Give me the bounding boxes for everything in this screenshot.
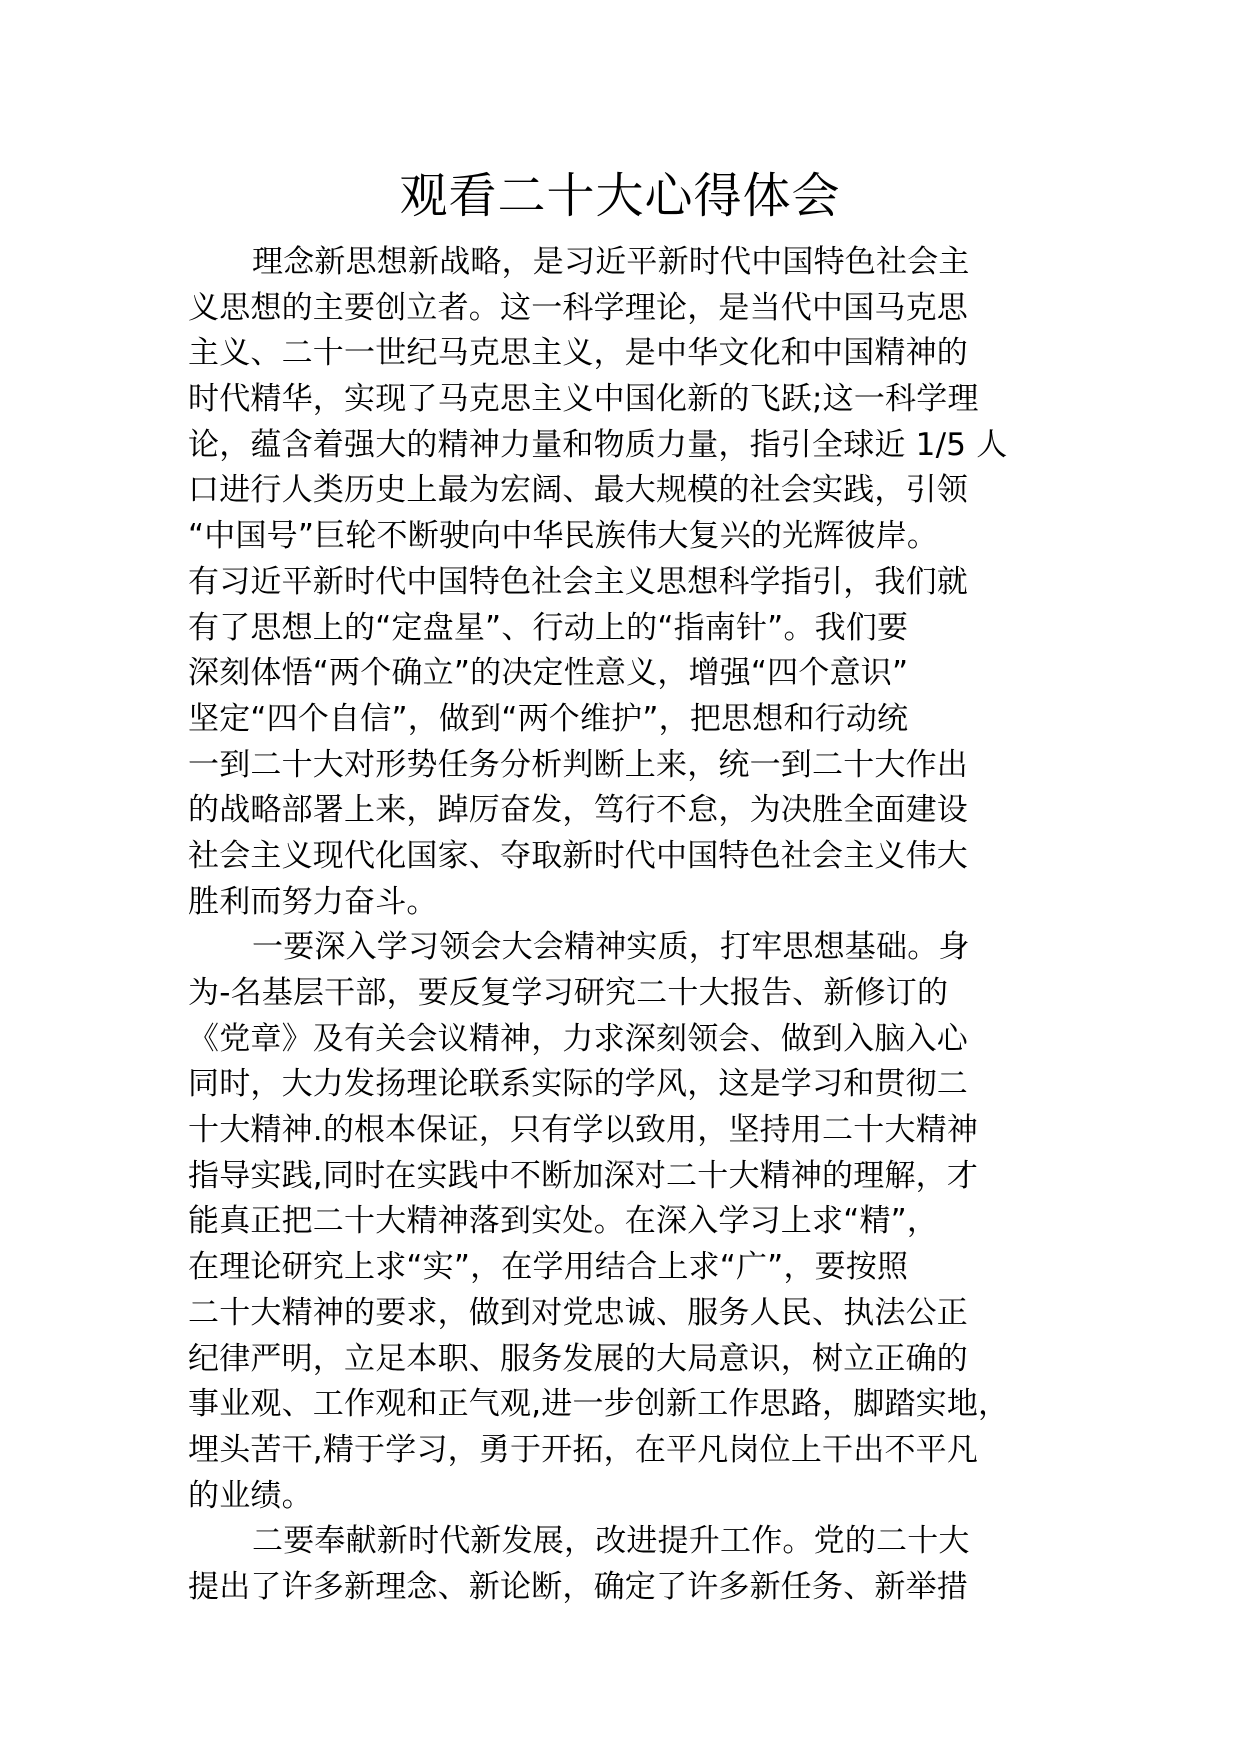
text-line: 指导实践,同时在实践中不断加深对二十大精神的理解，才 — [188, 1157, 979, 1194]
text-line: 时代精华，实现了马克思主义中国化新的飞跃;这一科学理 — [188, 381, 979, 418]
text-line: 在理论研究上求“实”，在学用结合上求“广”，要按照 — [188, 1249, 909, 1286]
document-title: 观看二十大心得体会 — [399, 168, 841, 224]
text-line: 口进行人类历史上最为宏阔、最大规模的社会实践，引领 — [188, 472, 968, 509]
text-line: 同时，大力发扬理论联系实际的学风，这是学习和贯彻二 — [188, 1066, 968, 1103]
text-line: 一要深入学习领会大会精神实质，打牢思想基础。身 — [252, 929, 970, 966]
text-line: 二要奉献新时代新发展，改进提升工作。党的二十大 — [252, 1523, 970, 1560]
text-line: 有了思想上的“定盘星”、行动上的“指南针”。我们要 — [188, 609, 909, 646]
text-line: 埋头苦干,精于学习，勇于开拓，在平凡岗位上干出不平凡 — [188, 1431, 979, 1468]
text-line: 深刻体悟“两个确立”的决定性意义，增强“四个意识” — [188, 655, 909, 692]
text-line: 主义、二十一世纪马克思主义，是中华文化和中国精神的 — [188, 335, 968, 372]
text-line: 纪律严明，立足本职、服务发展的大局意识，树立正确的 — [188, 1340, 968, 1377]
text-line: 社会主义现代化国家、夺取新时代中国特色社会主义伟大 — [188, 837, 968, 874]
text-line: 论，蕴含着强大的精神力量和物质力量，指引全球近 1/5 人 — [188, 426, 1008, 463]
text-line: 的业绩。 — [188, 1477, 313, 1514]
text-line: 胜利而努力奋斗。 — [188, 883, 438, 920]
text-line: “中国号”巨轮不断驶向中华民族伟大复兴的光辉彼岸。 — [188, 518, 939, 555]
text-line: 提出了许多新理念、新论断，确定了许多新任务、新举措 — [188, 1568, 968, 1605]
text-line: 义思想的主要创立者。这一科学理论，是当代中国马克思 — [188, 289, 968, 326]
document-body — [188, 240, 1068, 1611]
text-line: 事业观、工作观和正气观,进一步创新工作思路，脚踏实地， — [188, 1386, 1010, 1423]
text-line: 有习近平新时代中国特色社会主义思想科学指引，我们就 — [188, 563, 968, 600]
text-line: 理念新思想新战略，是习近平新时代中国特色社会主 — [252, 244, 970, 280]
text-line: 一到二十大对形势任务分析判断上来，统一到二十大作出 — [188, 746, 968, 783]
text-line: 坚定“四个自信”，做到“两个维护”，把思想和行动统 — [188, 700, 909, 737]
text-line: 二十大精神的要求，做到对党忠诚、服务人民、执法公正 — [188, 1294, 968, 1331]
text-line: 的战略部署上来，踔厉奋发，笃行不怠，为决胜全面建设 — [188, 792, 968, 829]
text-line: 能真正把二十大精神落到实处。在深入学习上求“精”， — [188, 1203, 939, 1240]
text-line: 为-名基层干部，要反复学习研究二十大报告、新修订的 — [188, 975, 949, 1011]
text-line: 《党章》及有关会议精神，力求深刻领会、做到入脑入心 — [188, 1020, 968, 1057]
text-line: 十大精神.的根本保证，只有学以致用，坚持用二十大精神 — [188, 1112, 979, 1149]
